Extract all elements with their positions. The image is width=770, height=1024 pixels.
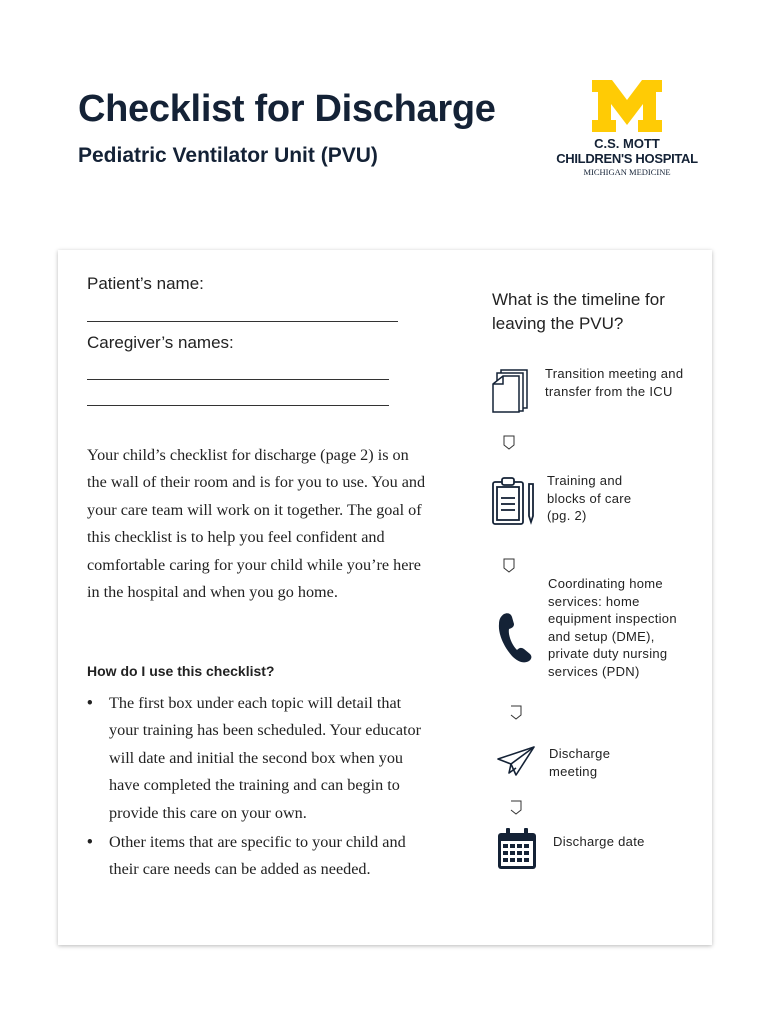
timeline-step-text: Discharge date <box>553 834 645 849</box>
phone-icon <box>496 612 536 664</box>
logo-line-1: C.S. MOTT <box>594 136 660 151</box>
step-connector-icon <box>502 558 516 574</box>
clipboard-icon <box>491 476 537 526</box>
logo-line-2: CHILDREN'S HOSPITAL <box>556 151 698 166</box>
step-connector-icon <box>509 800 523 816</box>
howto-bullet: • The first box under each topic will detail that your training has been scheduled. Your educator will date and initial the second box when you have completed the training and can begin to provide this care on your own. <box>87 690 427 827</box>
paper-plane-icon <box>496 745 536 777</box>
calendar-icon <box>496 827 538 871</box>
step-connector-icon <box>502 435 516 451</box>
page-title: Checklist for Discharge <box>78 88 496 130</box>
howto-bullet: • Other items that are specific to your child and their care needs can be added as needed. <box>87 829 427 884</box>
caregiver-name-line-2[interactable] <box>87 405 389 406</box>
patient-name-label: Patient’s name: <box>87 274 204 293</box>
block-m-logo-icon <box>592 80 662 132</box>
hospital-logo <box>556 80 698 180</box>
caregiver-name-line-1[interactable] <box>87 379 389 380</box>
intro-paragraph: Your child’s checklist for discharge (page 2) is on the wall of their room and is for you to use. You and your care team will work on it together. The goal of this checklist is to help you feel confident and comfortable caring for your child while you’re here in the hospital and when you go home. <box>87 446 426 602</box>
timeline-step-text: Coordinating home services: home equipment inspection and setup (DME), private duty nursing services (PDN) <box>548 576 677 679</box>
checklist-card <box>58 250 712 945</box>
page-subtitle: Pediatric Ventilator Unit (PVU) <box>78 144 378 167</box>
timeline-step-text: Training and blocks of care (pg. 2) <box>547 473 632 523</box>
howto-list <box>87 690 427 886</box>
logo-line-3: MICHIGAN MEDICINE <box>583 167 671 177</box>
timeline-title: What is the timeline for leaving the PVU? <box>492 290 665 333</box>
timeline-step-text: Discharge meeting <box>549 746 611 779</box>
patient-name-line[interactable] <box>87 321 398 322</box>
documents-icon <box>491 368 531 414</box>
caregiver-names-label: Caregiver’s names: <box>87 333 234 352</box>
step-connector-icon <box>509 705 523 721</box>
timeline-step-text: Transition meeting and transfer from the ICU <box>545 366 684 399</box>
howto-heading: How do I use this checklist? <box>87 663 275 679</box>
